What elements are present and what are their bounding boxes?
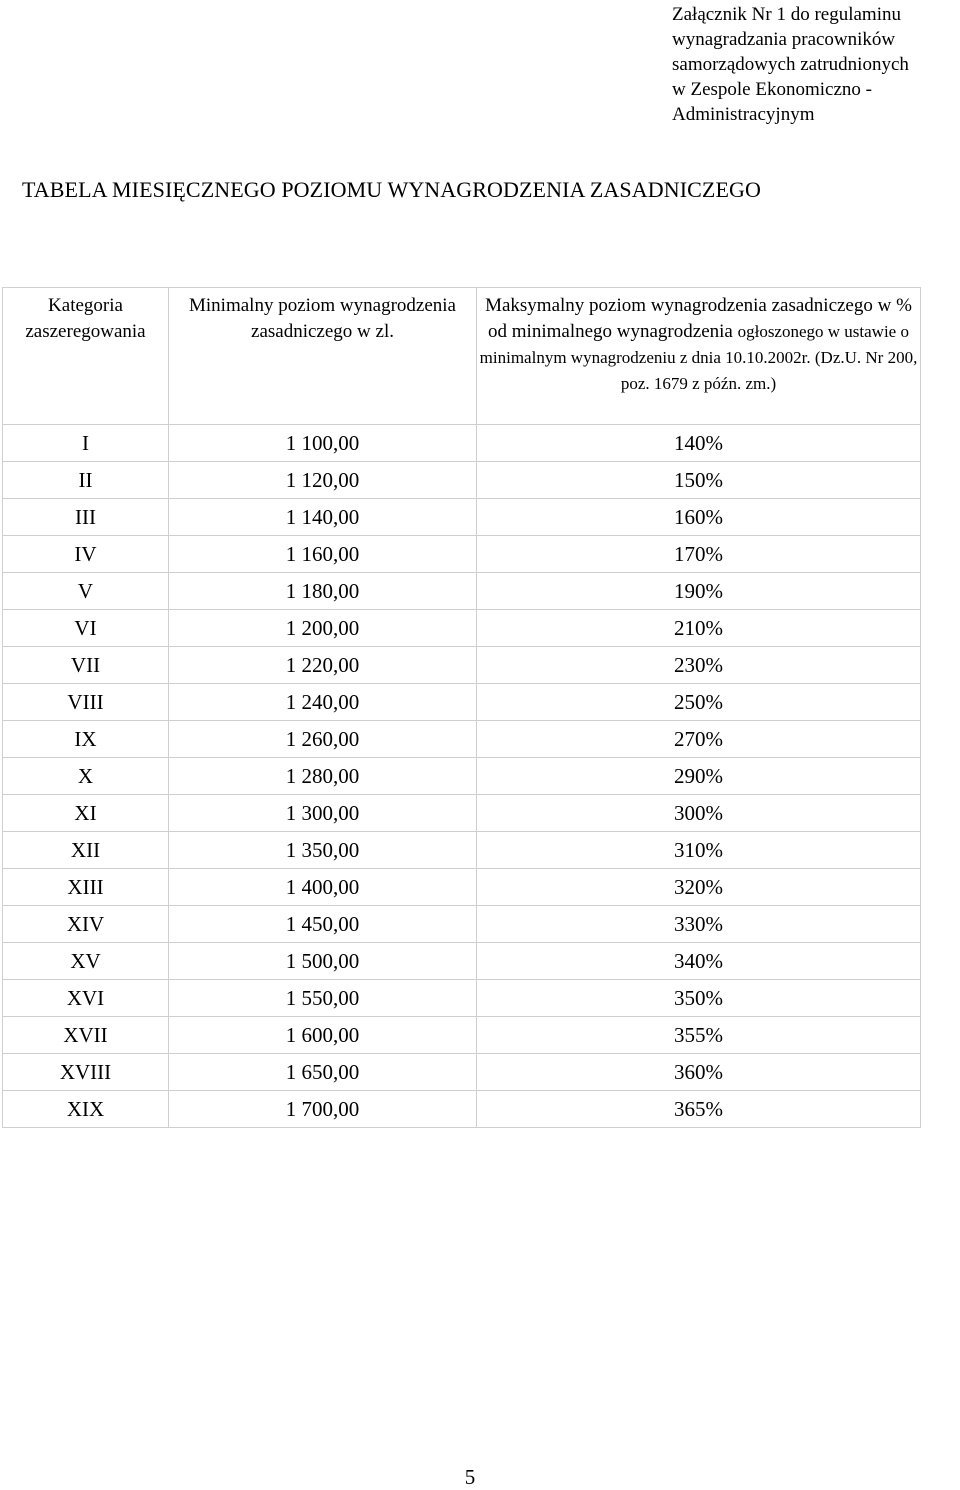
table-row: [3, 1091, 921, 1128]
category-cell: XIII: [3, 869, 169, 906]
minimum-salary-cell: 1 240,00: [169, 684, 477, 721]
maximum-percent-cell: 340%: [477, 943, 921, 980]
table-row: [3, 1054, 921, 1091]
category-cell: XV: [3, 943, 169, 980]
maximum-percent-cell: 360%: [477, 1054, 921, 1091]
category-cell: VIII: [3, 684, 169, 721]
maximum-percent-cell: 150%: [477, 462, 921, 499]
minimum-salary-cell: 1 400,00: [169, 869, 477, 906]
maximum-percent-cell: 160%: [477, 499, 921, 536]
table-row: [3, 721, 921, 758]
minimum-salary-cell: 1 650,00: [169, 1054, 477, 1091]
table-row: [3, 758, 921, 795]
annex-line: samorządowych zatrudnionych: [672, 54, 909, 75]
maximum-percent-cell: 250%: [477, 684, 921, 721]
maximum-percent-cell: 190%: [477, 573, 921, 610]
category-cell: VI: [3, 610, 169, 647]
table-row: [3, 536, 921, 573]
category-cell: I: [3, 425, 169, 462]
minimum-salary-cell: 1 100,00: [169, 425, 477, 462]
table-body: [3, 425, 921, 1128]
minimum-salary-cell: 1 500,00: [169, 943, 477, 980]
maximum-percent-cell: 300%: [477, 795, 921, 832]
minimum-salary-cell: 1 140,00: [169, 499, 477, 536]
maximum-percent-cell: 350%: [477, 980, 921, 1017]
table-row: [3, 647, 921, 684]
table-row: [3, 684, 921, 721]
header-maximum-main: Maksymalny poziom wynagrodzenia zasadniczego w % od minimalnego wynagrodzenia: [485, 295, 912, 342]
table-row: [3, 906, 921, 943]
annex-line: Administracyjnym: [672, 104, 815, 125]
minimum-salary-cell: 1 120,00: [169, 462, 477, 499]
maximum-percent-cell: 310%: [477, 832, 921, 869]
document-title: TABELA MIESIĘCZNEGO POZIOMU WYNAGRODZENIA ZASADNICZEGO: [22, 177, 761, 202]
header-maximum-reference: ogłoszonego w ustawie o minimalnym wynagrodzeniu z dnia 10.10.2002r. (Dz.U. Nr 200, poz. 1679 z późn. zm.): [479, 322, 918, 393]
page-number: 5: [464, 1465, 476, 1489]
table-row: [3, 425, 921, 462]
minimum-salary-cell: 1 700,00: [169, 1091, 477, 1128]
category-cell: XIX: [3, 1091, 169, 1128]
table-row: [3, 462, 921, 499]
maximum-percent-cell: 320%: [477, 869, 921, 906]
table-header-row: [3, 288, 921, 425]
maximum-percent-cell: 170%: [477, 536, 921, 573]
maximum-percent-cell: 290%: [477, 758, 921, 795]
header-minimum: Minimalny poziom wynagrodzenia zasadniczego w zl.: [169, 288, 477, 425]
annex-line: Załącznik Nr 1 do regulaminu: [672, 4, 901, 25]
category-cell: VII: [3, 647, 169, 684]
category-cell: XVIII: [3, 1054, 169, 1091]
category-cell: XIV: [3, 906, 169, 943]
category-cell: X: [3, 758, 169, 795]
maximum-percent-cell: 355%: [477, 1017, 921, 1054]
table-row: [3, 610, 921, 647]
table-row: [3, 499, 921, 536]
table-row: [3, 832, 921, 869]
category-cell: XVII: [3, 1017, 169, 1054]
header-category: Kategoria zaszeregowania: [3, 288, 169, 425]
minimum-salary-cell: 1 600,00: [169, 1017, 477, 1054]
category-cell: II: [3, 462, 169, 499]
category-cell: III: [3, 499, 169, 536]
maximum-percent-cell: 270%: [477, 721, 921, 758]
category-cell: IX: [3, 721, 169, 758]
table-row: [3, 573, 921, 610]
minimum-salary-cell: 1 350,00: [169, 832, 477, 869]
table-row: [3, 1017, 921, 1054]
minimum-salary-cell: 1 260,00: [169, 721, 477, 758]
maximum-percent-cell: 330%: [477, 906, 921, 943]
maximum-percent-cell: 140%: [477, 425, 921, 462]
maximum-percent-cell: 365%: [477, 1091, 921, 1128]
table-row: [3, 980, 921, 1017]
annex-line: wynagradzania pracowników: [672, 29, 896, 50]
minimum-salary-cell: 1 160,00: [169, 536, 477, 573]
table-row: [3, 943, 921, 980]
header-maximum: [477, 288, 921, 425]
category-cell: XII: [3, 832, 169, 869]
category-cell: XVI: [3, 980, 169, 1017]
table-row: [3, 869, 921, 906]
minimum-salary-cell: 1 550,00: [169, 980, 477, 1017]
salary-table: [2, 287, 921, 1128]
category-cell: V: [3, 573, 169, 610]
minimum-salary-cell: 1 450,00: [169, 906, 477, 943]
annex-line: w Zespole Ekonomiczno -: [672, 79, 872, 100]
table-row: [3, 795, 921, 832]
minimum-salary-cell: 1 280,00: [169, 758, 477, 795]
category-cell: IV: [3, 536, 169, 573]
category-cell: XI: [3, 795, 169, 832]
minimum-salary-cell: 1 220,00: [169, 647, 477, 684]
minimum-salary-cell: 1 300,00: [169, 795, 477, 832]
maximum-percent-cell: 210%: [477, 610, 921, 647]
minimum-salary-cell: 1 200,00: [169, 610, 477, 647]
minimum-salary-cell: 1 180,00: [169, 573, 477, 610]
annex-note: [672, 2, 952, 127]
maximum-percent-cell: 230%: [477, 647, 921, 684]
